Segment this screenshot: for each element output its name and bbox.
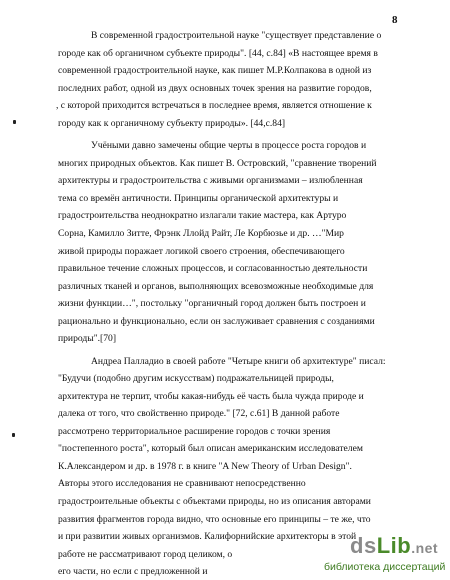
- watermark-logo: [350, 533, 438, 559]
- text-line: городе как об органичном субъекте природы". [44, с.84] «В настоящее время в: [58, 47, 378, 59]
- watermark: [324, 533, 448, 577]
- text-line: градостроительства неоднократно излагали такие мастера, как Артуро: [58, 210, 347, 222]
- watermark-logo-lib: Lib: [376, 533, 412, 558]
- text-line: В современной градостроительной науке "существует представление о: [91, 30, 382, 41]
- text-line: "Будучи (подобно другим искусствам) подражательницей природы,: [58, 373, 334, 385]
- text-line: далека от того, что свойственно природе." [72, с.61] В данной работе: [58, 408, 340, 420]
- text-line: архитектура не терпит, чтобы какая-нибудь её часть была чужда природе и: [58, 390, 364, 402]
- text-line: городу как к органичному субъекту природы». [44,с.84]: [58, 117, 286, 129]
- text-line: Сорна, Камилло Зитте, Фрэнк Ллойд Райт, Ле Корбюзье и др. …"Мир: [58, 227, 344, 239]
- text-line: развития фрагментов города видно, что основные его принципы – те же, что: [58, 513, 371, 525]
- text-line: современной градостроительной науке, как пишет М.Р.Колпакова в одной из: [58, 65, 372, 76]
- text-line: Андреа Палладио в своей работе "Четыре книги об архитектуре" писал:: [91, 355, 386, 367]
- text-line: и при развитии живых организмов. Калифорнийские архитекторы в этой: [58, 531, 357, 542]
- text-line: градостроительные объекты с объектами природы, но из описания авторами: [58, 495, 371, 507]
- page-number: 8: [392, 14, 398, 26]
- text-line: правильное течение сложных процессов, и согласованностью деятельности: [58, 263, 368, 274]
- watermark-logo-ds: ds: [350, 533, 377, 558]
- text-line: К.Александером и др. в 1978 г. в книге "A New Theory of Urban Design".: [58, 460, 352, 472]
- scan-mark: [12, 433, 15, 437]
- watermark-logo-net: .net: [411, 540, 439, 556]
- text-line: Авторы этого исследования не сравнивают непосредственно: [58, 478, 306, 490]
- watermark-subtitle: библиотека диссертаций: [324, 561, 446, 573]
- text-line: тема со времён античности. Принципы органической архитектуры и: [58, 192, 339, 204]
- text-line: различных тканей и органов, выполняющих всевозможные необходимые для: [58, 280, 374, 292]
- text-line: жизни функции…", постольку "органичный город должен быть построен и: [58, 298, 366, 309]
- text-line: рационально и функционально, если он заслуживает сравнения с созданиями: [58, 315, 375, 327]
- text-line: многих природных объектов. Как пишет В. Островский, "сравнение творений: [58, 157, 377, 169]
- text-line: последних работ, одной из двух основных точек зрения на развитие городов,: [58, 82, 372, 94]
- scan-mark: [13, 120, 16, 124]
- text-line: работе не рассматривают город целиком, о: [58, 548, 233, 560]
- text-line: Учёными давно замечены общие черты в процессе роста городов и: [91, 140, 367, 152]
- text-line: архитектуры и градостроительства с живыми организмами – излюбленная: [58, 175, 363, 187]
- text-line: живой природы поражает логикой своего строения, обеспечивающего: [58, 245, 345, 257]
- text-line: рассмотрено территориальное расширение городов с точки зрения: [58, 425, 331, 437]
- text-line: , с которой приходится встречаться в последнее время, является отношение к: [56, 100, 372, 112]
- text-line: "постепенного роста", который был описан американским исследователем: [58, 443, 363, 455]
- text-line: его части, но если с предложенной и: [58, 566, 208, 577]
- text-line: природы".[70]: [58, 333, 117, 344]
